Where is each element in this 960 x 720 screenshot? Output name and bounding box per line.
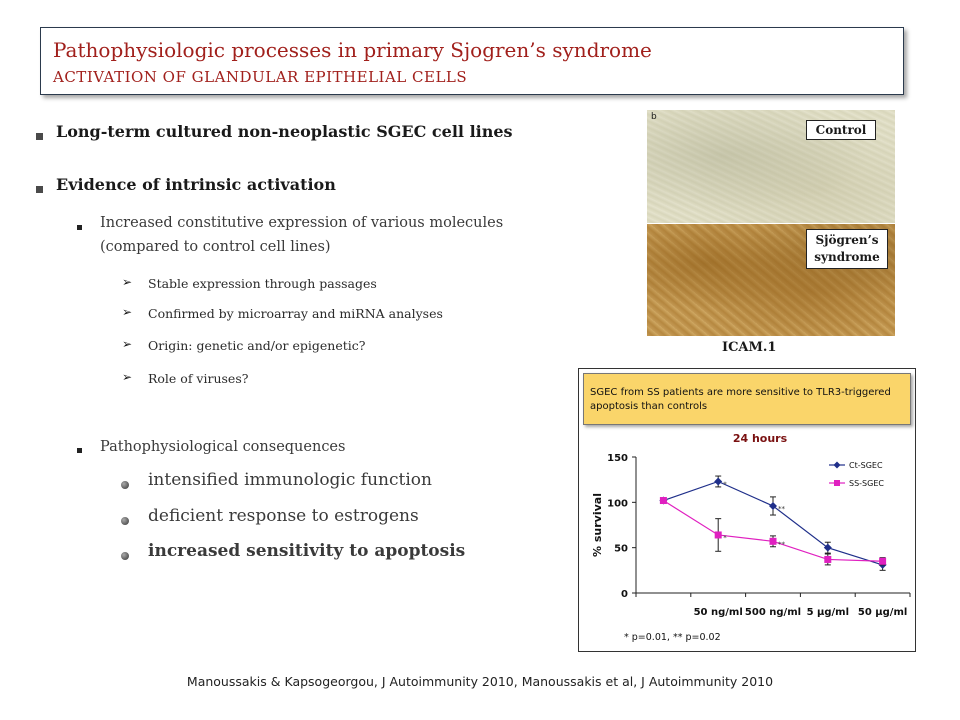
bullet-intrinsic-activation: Evidence of intrinsic activation: [56, 175, 336, 194]
significance-mark: *: [723, 480, 727, 489]
y-tick-label: 150: [607, 453, 628, 464]
bullet-increased-expression-note: (compared to control cell lines): [100, 239, 331, 255]
data-point-ct-sgec: [714, 477, 722, 485]
series-line-ct-sgec: [663, 481, 882, 564]
panel-letter: b: [651, 112, 657, 122]
bullet-increased-expression: Increased constitutive expression of various molecules: [100, 215, 504, 231]
data-point-ss-sgec: [879, 558, 886, 565]
bullet-marker: [77, 225, 82, 230]
slide-subtitle: ACTIVATION OF GLANDULAR EPITHELIAL CELLS: [53, 68, 468, 86]
arrow-item-viruses: Role of viruses?: [148, 371, 249, 386]
significance-mark: *: [723, 533, 727, 542]
title-box: [40, 27, 904, 95]
legend-marker: [834, 462, 841, 469]
y-axis-label: % survival: [591, 493, 604, 557]
arrow-icon: ➢: [122, 337, 133, 351]
arrow-item-microarray: Confirmed by microarray and miRNA analyses: [148, 306, 443, 321]
slide-title: Pathophysiologic processes in primary Sjogren’s syndrome: [53, 38, 652, 62]
legend-label: SS-SGEC: [849, 479, 884, 488]
consequence-immunologic: intensified immunologic function: [148, 470, 432, 490]
bullet-dot: [121, 517, 129, 525]
x-tick-label: 50 ng/ml: [693, 607, 743, 618]
bullet-cell-lines: Long-term cultured non-neoplastic SGEC cell lines: [56, 122, 513, 141]
x-tick-label: 5 μg/ml: [806, 607, 850, 618]
chart-title: 24 hours: [732, 432, 788, 445]
consequence-apoptosis: increased sensitivity to apoptosis: [148, 541, 466, 561]
bullet-marker: [36, 186, 43, 193]
micrograph-caption: ICAM.1: [722, 340, 777, 355]
data-point-ss-sgec: [660, 497, 667, 504]
sjogren-label: [806, 229, 888, 269]
bullet-marker: [77, 448, 82, 453]
y-tick-label: 0: [621, 589, 628, 600]
arrow-icon: ➢: [122, 275, 133, 289]
control-label: Control: [806, 120, 876, 140]
bullet-consequences: Pathophysiological consequences: [100, 439, 346, 455]
legend-label: Ct-SGEC: [849, 461, 883, 470]
data-point-ss-sgec: [824, 556, 831, 563]
arrow-icon: ➢: [122, 305, 133, 319]
x-tick-label: 500 ng/ml: [744, 607, 802, 618]
legend-marker: [834, 480, 840, 486]
chart-frame: [578, 368, 916, 652]
data-point-ss-sgec: [715, 531, 722, 538]
survival-chart: [579, 429, 915, 651]
chart-footnote: * p=0.01, ** p=0.02: [624, 632, 721, 643]
y-tick-label: 50: [614, 543, 628, 555]
arrow-icon: ➢: [122, 370, 133, 384]
bullet-marker: [36, 133, 43, 140]
citation: Manoussakis & Kapsogeorgou, J Autoimmunity 2010, Manoussakis et al, J Autoimmunity 2010: [186, 674, 774, 689]
y-tick-label: 100: [607, 498, 628, 510]
bullet-dot: [121, 481, 129, 489]
consequence-estrogens: deficient response to estrogens: [148, 506, 419, 526]
bullet-dot: [121, 552, 129, 560]
chart-header: SGEC from SS patients are more sensitive to TLR3-triggered apoptosis than controls: [583, 373, 911, 425]
arrow-item-origin: Origin: genetic and/or epigenetic?: [148, 338, 366, 353]
sjogren-label-line1: Sjögren’s: [815, 233, 879, 247]
x-tick-label: 50 μg/ml: [857, 607, 908, 618]
sjogren-label-line2: syndrome: [814, 250, 880, 264]
significance-mark: **: [778, 540, 785, 549]
data-point-ss-sgec: [770, 538, 777, 545]
arrow-item-passages: Stable expression through passages: [148, 276, 377, 291]
significance-mark: **: [778, 504, 785, 513]
